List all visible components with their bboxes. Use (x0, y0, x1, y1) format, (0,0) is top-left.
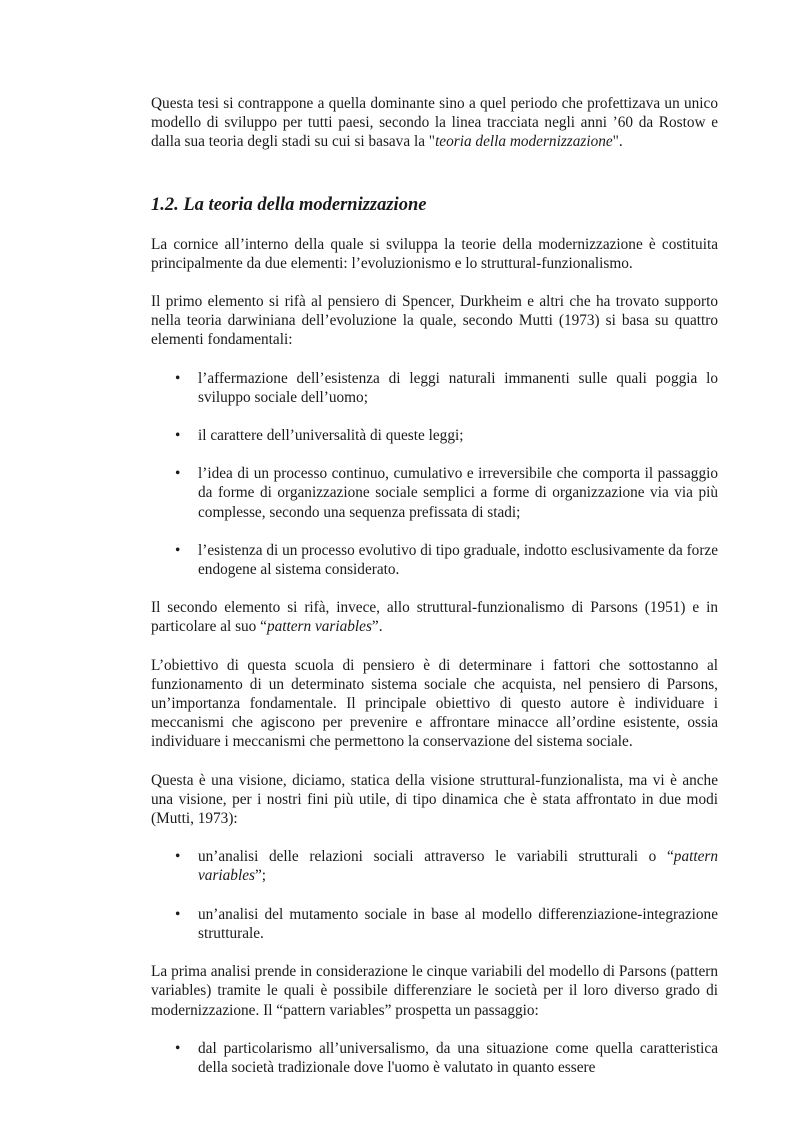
paragraph-4: L’obiettivo di questa scuola di pensiero è di determinare i fattori che sottostanno al funzionamento di un determinato sistema sociale che acquista, nel pensiero di Parsons, un’importanza fondamentale. Il principale obiettivo di questo autore è individuare i meccanismi che agiscono per prevenire e affrontare minacce all’ordine esistente, ossia individuare i meccanismi che permettono la conservazione del sistema sociale. (151, 656, 718, 751)
list-item: • l’affermazione dell’esistenza di leggi naturali immanenti sulle quali poggia lo sviluppo sociale dell’uomo; (175, 369, 718, 406)
bullet-icon: • (175, 541, 181, 559)
bullet-icon: • (175, 369, 181, 387)
list-item: • un’analisi delle relazioni sociali attraverso le variabili strutturali o “pattern variables”; (175, 848, 718, 885)
paragraph-5: Questa è una visione, diciamo, statica della visione struttural-funzionalista, ma vi è anche una visione, per i nostri fini più utile, di tipo dinamica che è stata affrontato in due modi (Mutti, 1973): (151, 771, 718, 828)
bullet-icon: • (175, 427, 181, 445)
bullet-icon: • (175, 465, 181, 483)
bullet-icon: • (175, 905, 181, 923)
evolution-elements-list (151, 369, 718, 580)
list-item: • il carattere dell’universalità di queste leggi; (175, 427, 464, 445)
list-item: • un’analisi del mutamento sociale in base al modello differenziazione-integrazione strutturale. (175, 905, 718, 942)
dynamic-analysis-list (151, 847, 718, 943)
bullet-icon: • (175, 848, 181, 866)
pattern-variables-list (151, 1039, 718, 1077)
bullet-icon: • (175, 1039, 181, 1057)
list-item: • l’idea di un processo continuo, cumulativo e irreversibile che comporta il passaggio da forme di organizzazione sociale semplici a forme di organizzazione via via più complesse, secondo una sequenza prefissata di stadi; (175, 465, 718, 521)
paragraph-6: La prima analisi prende in considerazione le cinque variabili del modello di Parsons (pattern variables) tramite le quali è possibile differenziare le società per il loro diverso grado di modernizzazione. Il “pattern variables” prospetta un passaggio: (151, 963, 718, 1019)
paragraph-3: Il secondo elemento si rifà, invece, allo struttural-funzionalismo di Parsons (1951) e in particolare al suo “pattern variables”. (151, 599, 718, 636)
list-item: • dal particolarismo all’universalismo, da una situazione come quella caratteristica della società tradizionale dove l'uomo è valutato in quanto essere (175, 1039, 718, 1076)
section-heading: 1.2. La teoria della modernizzazione (151, 194, 427, 215)
paragraph-1: La cornice all’interno della quale si sviluppa la teorie della modernizzazione è costituita principalmente da due elementi: l’evoluzionismo e lo struttural-funzionalismo. (151, 235, 718, 272)
list-item: • l’esistenza di un processo evolutivo di tipo graduale, indotto esclusivamente da forze endogene al sistema considerato. (175, 541, 718, 579)
page-content (151, 94, 718, 1077)
paragraph-2: Il primo elemento si rifà al pensiero di Spencer, Durkheim e altri che ha trovato supporto nella teoria darwiniana dell’evoluzione la quale, secondo Mutti (1973) si basa su quattro elementi fondamentali: (151, 293, 718, 349)
intro-paragraph: Questa tesi si contrappone a quella dominante sino a quel periodo che profettizava un unico modello di sviluppo per tutti paesi, secondo la linea tracciata negli anni ’60 da Rostow e dalla sua teoria degli stadi su cui si basava la "teoria della modernizzazione". (151, 95, 718, 151)
